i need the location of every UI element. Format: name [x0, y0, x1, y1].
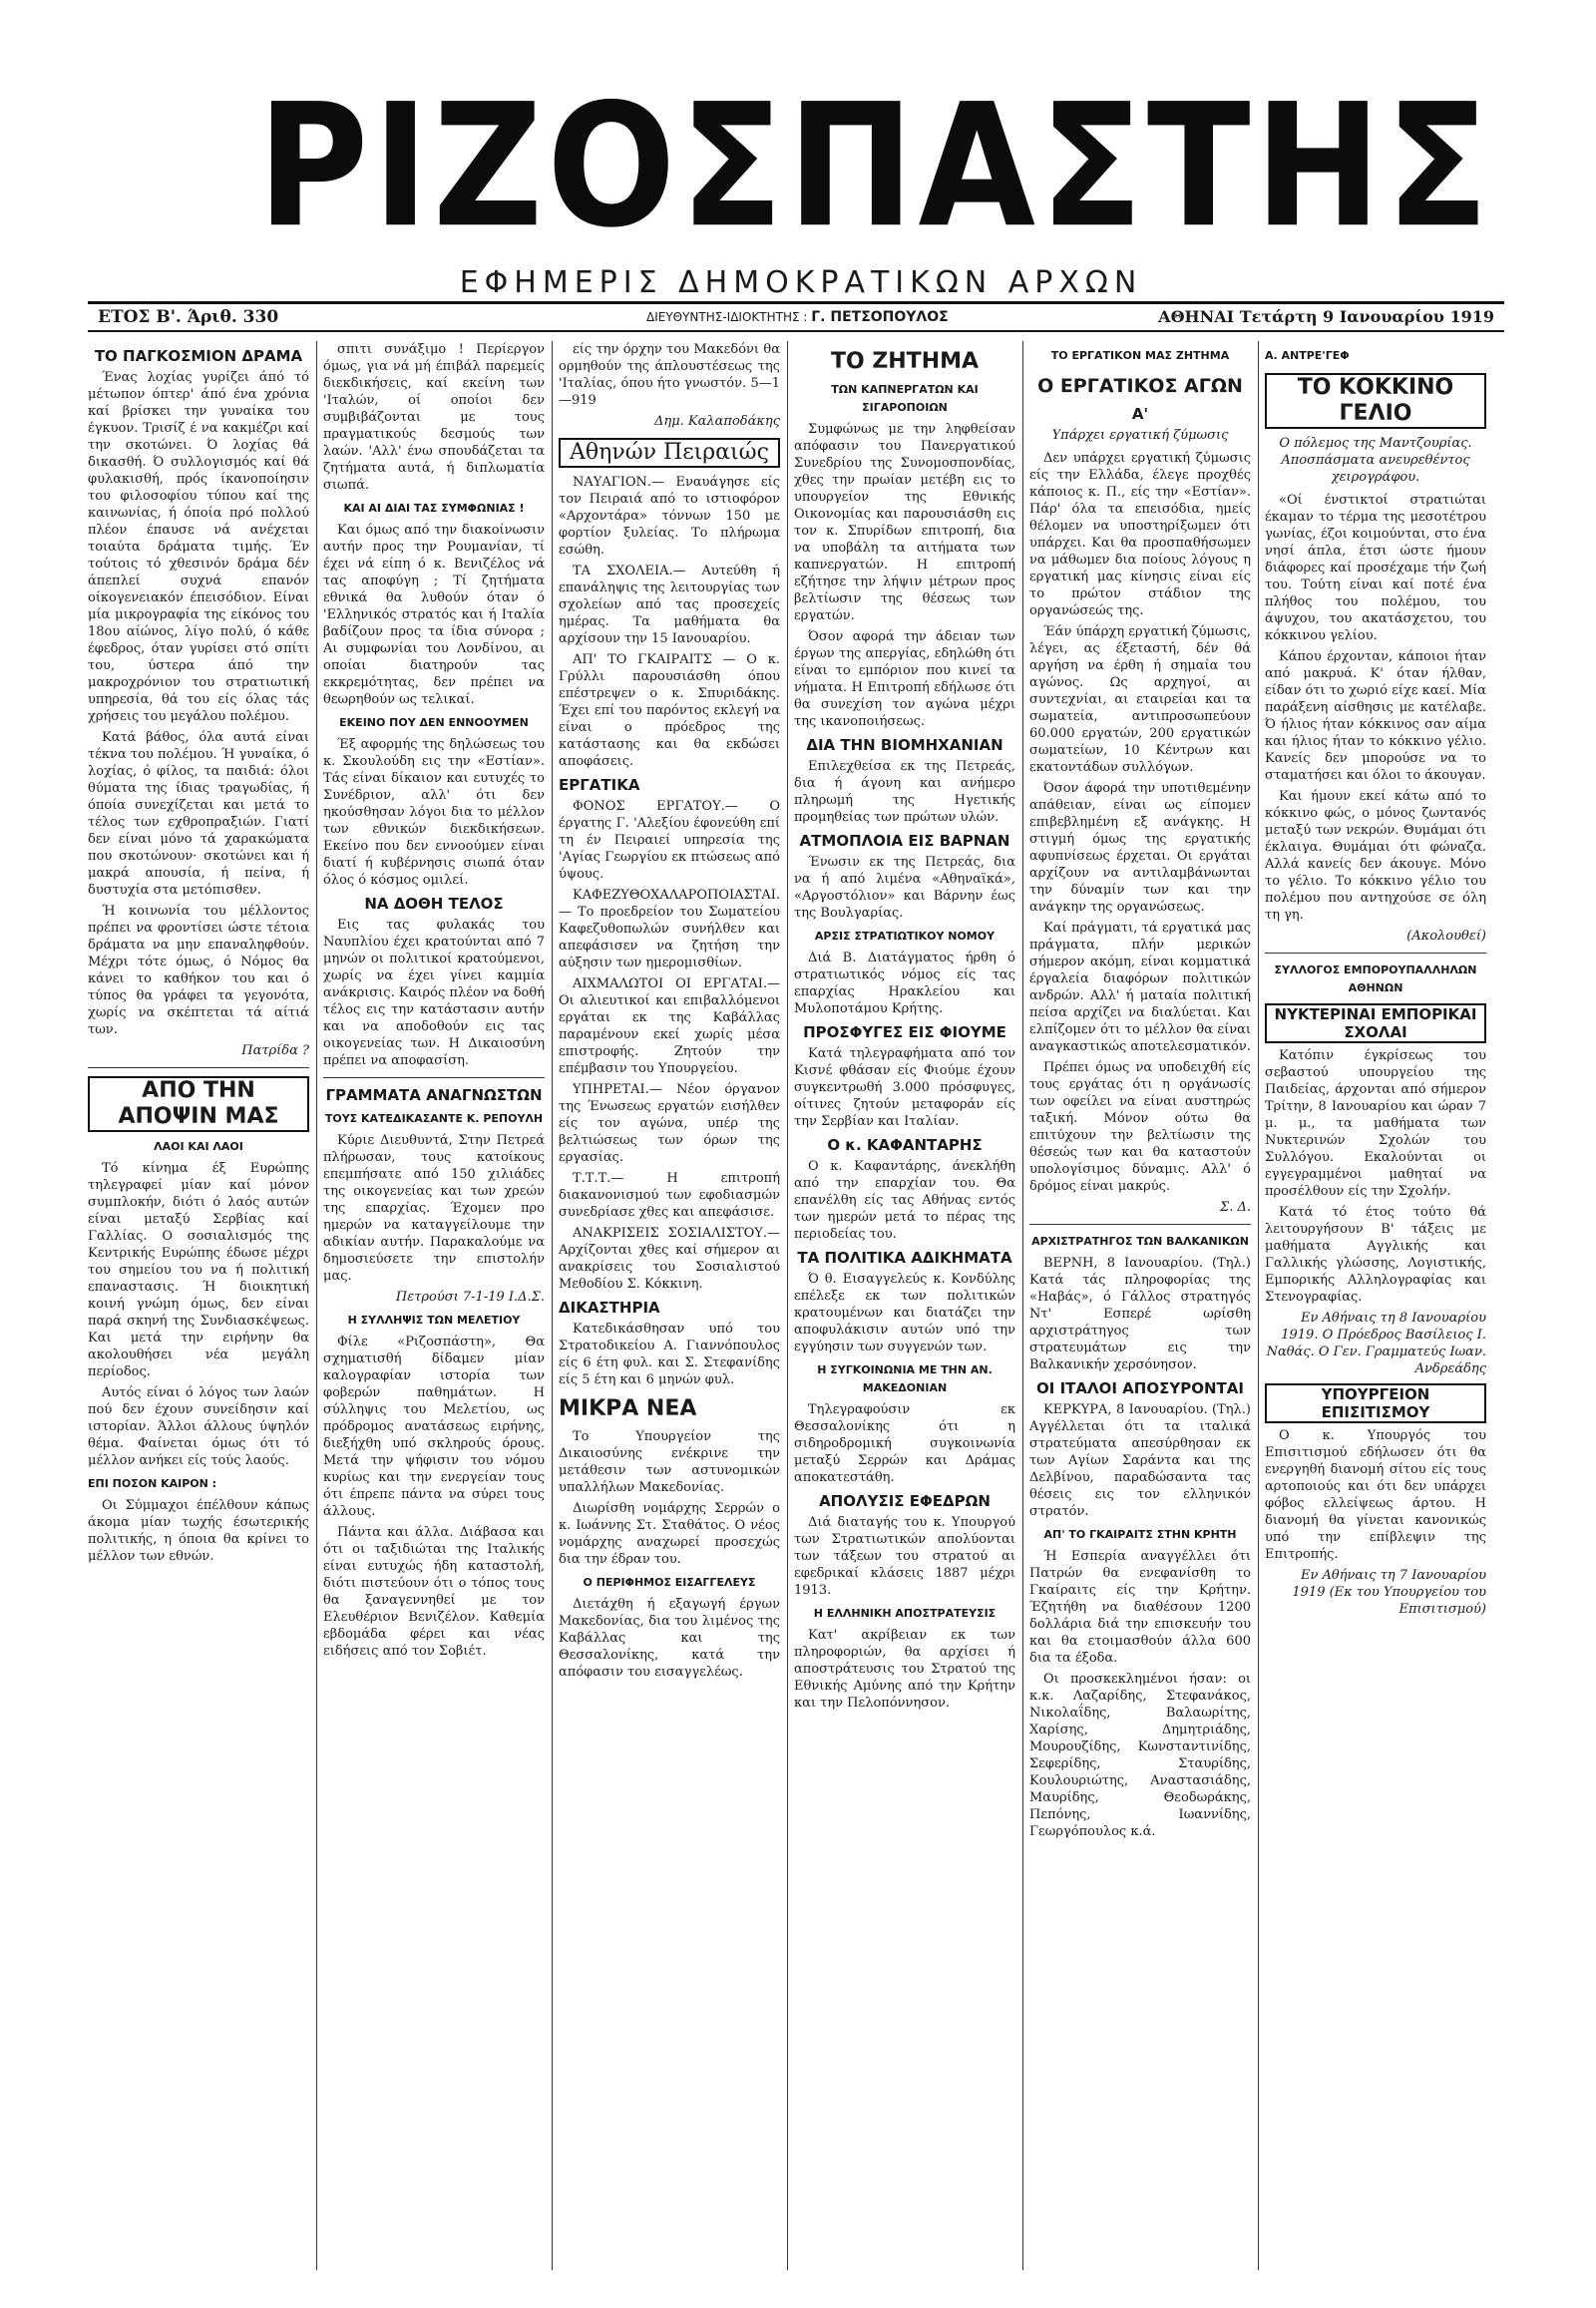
- article-headline: ΟΙ ΙΤΑΛΟΙ ΑΠΟΣΥΡΟΝΤΑΙ: [1036, 1379, 1244, 1397]
- issue-date: ΑΘΗΝΑΙ Τετάρτη 9 Ιανουαρίου 1919: [1158, 307, 1494, 326]
- article-text: Κατά τηλεγραφήματα από τον Κισνέ φθάσαν είς Φιούμε έχουν συγκεντρωθή 3.000 πρόσφυγες, οίτινες ζητούν μεταφοράν είς την Σερβίαν και Ιταλίαν.: [794, 1046, 1015, 1129]
- article-text: σπιτι συνάξιμο ! Περίεργον όμως, για νά μή έπιβάλ παρεμείς διεκδικήσεις, καί εκείνη των 'Ιταλών, οί οποίοι δεν συμβιβάζονται με τους πραγματικούς δεσμούς των λαών. 'Αλλ' ένω σπουδάζεται τα ζητήματα αυτά, ή διπλωματία σιωπά.: [323, 342, 545, 493]
- article-text: ΒΕΡΝΗ, 8 Ιανουαρίου. (Τηλ.) Κατά τάς πληροφορίας της «Ηαβάς», ό Γάλλος στρατηγός Ντ' Εσπερέ ωρίσθη αρχιστράτηγος των στρατευμάτων εις την Βαλκανικήν χερσόνησον.: [1029, 1256, 1251, 1372]
- section-headline: ΜΙΚΡΑ ΝΕΑ: [559, 1396, 697, 1421]
- section-headline: Ο ΕΡΓΑΤΙΚΟΣ ΑΓΩΝ: [1037, 375, 1243, 397]
- article-text: ΝΑΥΑΓΙΟΝ.— Εναυάγησε είς τον Πειραιά από το ιστιοφόρον «Αρχοντάρα» τόννων 150 με φορτίον ξυλείας. Το πλήρωμα εσώθη.: [559, 475, 780, 558]
- article-text: Διά διαταγής του κ. Υπουργού των Στρατιωτικών απολύονται των τάξεων του στρατού αι εφεδρικαί κλάσεις 1887 μέχρι 1913.: [794, 1515, 1015, 1598]
- article-kicker: ΣΥΛΛΟΓΟΣ ΕΜΠΟΡΟΥΠΑΛΛΗΛΩΝ ΑΘΗΝΩΝ: [1274, 963, 1477, 994]
- column-1: [88, 341, 309, 2270]
- section-headline: Αθηνών Πειραιώς: [559, 438, 780, 468]
- article-headline: ΑΡΧΙΣΤΡΑΤΗΓΟΣ ΤΩΝ ΒΑΛΚΑΝΙΚΩΝ: [1031, 1235, 1249, 1248]
- section-headline: ΤΟ ΖΗΤΗΜΑ: [830, 349, 980, 374]
- article-text: Τηλεγραφούσιν εκ Θεσσαλονίκης ότι η σιδηροδρομική συγκοινωνία μεταξύ Σερρών και Δράμας αποκατεστάθη.: [794, 1402, 1015, 1485]
- article-text: Ό θ. Εισαγγελεύς κ. Κονδύλης επέλεξε εκ των πολιτικών κρατουμένων και διατάζει την αποφυλάκισιν αυτών υπό την εγγύησιν των συγγενών των.: [794, 1272, 1015, 1354]
- article-headline: Η ΣΥΛΛΗΨΙΣ ΤΩΝ ΜΕΛΕΤΙΟΥ: [347, 1314, 521, 1327]
- signature: Δημ. Καλαποδάκης: [654, 414, 780, 429]
- newspaper-page: [18, 14, 1576, 2294]
- article-headline: Η ΣΥΓΚΟΙΝΩΝΙΑ ΜΕ ΤΗΝ ΑΝ. ΜΑΚΕΔΟΝΙΑΝ: [817, 1363, 993, 1394]
- article-headline: ΤΟ ΠΑΓΚΟΣΜΙΟΝ ΔΡΑΜΑ: [94, 347, 303, 365]
- article-text: Διετάχθη ή εξαγωγή έργων Μακεδονίας, δια του λιμένος της Καβάλλας και της Θεσσαλονίκης, κατά την απόφασιν του εισαγγελέως.: [559, 1597, 780, 1680]
- article-text: Κατ' ακρίβειαν εκ των πληροφοριών, θα αρχίσει ή αποστράτευσις του Στρατού της Εθνικής Αμύνης από την Κρήτην και την Πελοπόννησον.: [794, 1628, 1015, 1711]
- signature: Πατρίδα ?: [241, 1043, 309, 1058]
- article-text: Κατεδικάσθησαν υπό του Στρατοδικείου Α. Γιαννόπουλος είς 6 έτη φυλ. και Σ. Στεφανίδης είς 5 έτη και 6 μηνών φυλ.: [559, 1322, 780, 1387]
- article-text: Ένωσιν εκ της Πετρεάς, δια να ή από λιμένα «Αθηναϊκά», «Αργοστόλιον» και Βάρνην έως της Βουλγαρίας.: [794, 855, 1015, 921]
- article-text: είς την όρχην του Μακεδόνι θα ορμηθούν της άπλουστέσεως της 'Ιταλίας, όπου ήτο γνωστόν. 5—1—919: [559, 342, 780, 408]
- article-headline: ΚΑΙ ΑΙ ΔΙΑΙ ΤΑΣ ΣΥΜΦΩΝΙΑΣ !: [343, 502, 525, 515]
- article-text: Επιλεχθείσα εκ της Πετρεάς, δια ή άγονη και ανήμερο πληρωμή της Ηγετικής προμηθείας των πρώτων υλών.: [794, 759, 1015, 825]
- article-headline: ΑΤΜΟΠΛΟΙΑ ΕΙΣ ΒΑΡΝΑΝ: [799, 832, 1010, 850]
- article-text: Ή κοινωνία του μέλλοντος πρέπει να φροντίσει ώστε τέτοια δράματα να μην επαναληφθούν. Μέχρι τότε όμως, ό Νόμος θα κάνει το καθήκον του και ό τύπος θα γράφει τα γεγονότα, χωρίς να σκέπτεται τά αίτιά των.: [88, 904, 309, 1037]
- column-5: [1029, 341, 1251, 2270]
- signature: Εν Αθήναις τη 7 Ιανουαρίου 1919 (Εκ του Υπουργείου του Επισιτισμού): [1292, 1568, 1486, 1617]
- article-text: ΑΝΑΚΡΙΣΕΙΣ ΣΟΣΙΑΛΙΣΤΟΥ.— Αρχίζονται χθες καί σήμερον αι ανακρίσεις του Σοσιαλιστού Μεθοδίου Σ. Κόκκινη.: [559, 1226, 780, 1292]
- article-headline: ΑΡΣΙΣ ΣΤΡΑΤΙΩΤΙΚΟΥ ΝΟΜΟΥ: [814, 930, 996, 943]
- article-text: Πρέπει όμως να υποδειχθή είς τους εργάτας ότι η οργάνωσίς των οφείλει να είναι αυστηρώς ταξική. Μόνον ούτω θα επιτύχουν την βελτίωσιν της θέσεώς των και θα καταστούν υπολογίσιμος δύναμις. Αλλ' ό δρόμος είναι μακρύς.: [1029, 1060, 1251, 1194]
- section-headline: ΑΠΟ ΤΗΝ ΑΠΟΨΙΝ ΜΑΣ: [88, 1076, 309, 1132]
- article-headline: ΥΠΟΥΡΓΕΙΟΝ ΕΠΙΣΙΤΙΣΜΟΥ: [1265, 1383, 1486, 1423]
- article-text: Συμφώνως με την ληφθείσαν απόφασιν του Πανεργατικού Συνεδρίου της Συνομοσπονδίας, χθες την πρωίαν μετέβη εις το υπουργείον της Εθνικής Οικονομίας και παρουσιάσθη εις τον κ. Σπυρίδων επιτροπή, δια να υποβάλη τα αιτήματα των καπνεργατών. Η επιτροπή εζήτησε την λήψιν μέτρων προς βελτίωσιν της θέσεως των εργατών.: [794, 422, 1015, 623]
- article-text: Αυτός είναι ό λόγος των λαών πού δεν έχουν συνείδησιν καί ιστορίαν. Άλλοι άλλους ύψηλόν θέμα. Φαίνεται όμως ότι τό μέλλον ανήκει είς τούς λαούς.: [88, 1385, 309, 1468]
- signature: Πετρούσι 7-1-19 Ι.Δ.Σ.: [395, 1290, 545, 1305]
- signature: (Ακολουθεί): [1406, 929, 1486, 944]
- article-headline: ΑΠ' ΤΟ ΓΚΑΙΡΑΙΤΣ ΣΤΗΝ ΚΡΗΤΗ: [1043, 1528, 1237, 1541]
- article-headline: ΤΑ ΠΟΛΙΤΙΚΑ ΑΔΙΚΗΜΑΤΑ: [797, 1249, 1012, 1267]
- column-2: [323, 341, 545, 2270]
- article-text: Έξ αφορμής της δηλώσεως του κ. Σκουλούδη εις την «Εστίαν». Τάς είναι δίκαιον και ευτυχές το Συνέδριον, αλλ' ότι δεν ηκούσθησαν λόγοι δια το μέλλον των εθνικών διεκδικήσεων. Εκείνο που δεν εννοούμεν είναι διατί ή κυβέρνησις σιωπά όταν όλος ό κόσμος ομιλεί.: [323, 737, 545, 888]
- article-headline: ΤΟΥΣ ΚΑΤΕΔΙΚΑΣΑΝΤΕ Κ. ΡΕΠΟΥΛΗ: [324, 1112, 544, 1125]
- section-headline: ΤΟ ΚΟΚΚΙΝΟ ΓΕΛΙΟ: [1265, 373, 1486, 429]
- article-headline: ΝΥΚΤΕΡΙΝΑΙ ΕΜΠΟΡΙΚΑΙ ΣΧΟΛΑΙ: [1265, 1003, 1486, 1043]
- section-headline: ΔΙΚΑΣΤΗΡΙΑ: [559, 1299, 660, 1317]
- article-text: Ένας λοχίας γυρίζει άπό τό μέτωπον όπτερ' άπό ένα χρόνια καί βρίσκει την γυναίκα του έγκυον. Τρισίζ έ να κακμέζρι καί την σκοτώνει. Ό λοχίας θά δικασθή. Ό συλλογισμός καί θά φυλακισθή, πρός ίκανοποίησιν του φιλοσοφίου τύπου καί της καινωνίας, ή όποία πρό πολλού πλέον έπαυσε νά ανέχεται τοιαύτα δράματα τιμής. Έν τούτοις τό χθεσινόν δράμα δέν άπεπλεί συχνά επανόν οίκογενειακόν έπεισόδιον. Είναι μία μικρογραφία της είκόνος του 18ου αίώνος, λίγο πολύ, ό κάθε έφεδρος, όταν γυρίσει στό σπίτι του, ύστερα άπό την μακροχρόνιον του στρατιωτική υπηρεσία, θά του είς όλας τάς χρήσεις του μεγάλου πολέμου.: [88, 370, 309, 724]
- article-text: Κατόπιν έγκρίσεως του σεβαστού υπουργείου της Παιδείας, άρχονται από σήμερον Τρίτην, 8 Ιανουαρίου και ώραν 7 μ. μ., τα μαθήματα των Νυκτερινών Σχολών του Συλλόγου. Εκαλούνται οι εγγεγραμμένοι μαθηταί να προσέλθουν είς την Σχολήν.: [1265, 1048, 1486, 1199]
- newspaper-title: ΡΙΖΟΣΠΑΣΤΗΣ: [257, 67, 1493, 265]
- article-part: Α': [1131, 405, 1149, 423]
- article-text: Φίλε «Ριζοσπάστη», Θα σχηματισθή δίδαμεν μίαν καλογραφίαν ιστορία των φοβερών παθημάτων. Η σύλληψις του Μελετίου, ως πρόδρομος ανατάσεως ειρήνης, διεξήχθη υπό σκληρούς όρους. Μετά την ψήφισιν του νόμου κυρίως και την ενεργείαν τους ότι έπρεπε πάντα να σύρει τους άλλους.: [323, 1335, 545, 1519]
- article-text: Ή Εσπερία αναγγέλλει ότι Πατρών θα ενεφανίσθη το Γκαίραιτς είς την Κρήτην. Έζητήθη να διαθέσουν 1200 δολλάρια διά την επισκευήν του και θα ετοιμασθούν άλλα 600 δια τα έξοδα.: [1029, 1549, 1251, 1666]
- article-text: ΦΟΝΟΣ ΕΡΓΑΤΟΥ.— Ο έργατης Γ. 'Αλεξίου έφονεύθη επί τη έν Πειραιεί υπηρεσία της 'Αγίας Γεωργίου εκ πτώσεως από ύψους.: [559, 799, 780, 882]
- article-text: Ο κ. Υπουργός του Επισιτισμού εδήλωσεν ότι θα ενεργηθή διανομή σίτου είς τους αρτοποιούς και ότι δεν υπάρχει φόβος ελλείψεως άρτου. Η διανομή θα γίνεται κανονικώς υπό την επίβλεψιν της Επιτροπής.: [1265, 1428, 1486, 1562]
- dateline: [88, 301, 1504, 332]
- article-subheadline: ΤΩΝ ΚΑΠΝΕΡΓΑΤΩΝ ΚΑΙ ΣΙΓΑΡΟΠΟΙΩΝ: [831, 383, 979, 414]
- article-subheadline: Ο πόλεμος της Μαντζουρίας. Αποσπάσματα ανευρεθέντος χειρογράφου.: [1279, 436, 1472, 485]
- author-byline: Α. ΑΝΤΡΕ'ΓΕΦ: [1265, 349, 1350, 362]
- issue-number: ΕΤΟΣ Β'. Άριθ. 330: [98, 307, 279, 327]
- article-headline: Ο κ. ΚΑΦΑΝΤΑΡΗΣ: [827, 1136, 983, 1154]
- article-subheadline: Υπάρχει εργατική ζύμωσις: [1051, 428, 1229, 443]
- article-text: ΚΑΦΕΖΥΘΟΧΑΛΑΡΟΠΟΙΑΣΤΑΙ.— Το προεδρείον του Σωματείου Καφεζυθοπωλών συνήλθεν και απεφάσισεν να ζητήση την αύξησιν των ημερομισθίων.: [559, 888, 780, 970]
- masthead: [18, 34, 1576, 300]
- article-text: Και ήμουν εκεί κάτω από το κόκκινο φώς, ο μόνος ζωντανός μεταξύ των νεκρών. Θυμάμαι ότι έκλαιγα. Θυμάμαι ότι φώναζα. Αλλά κανείς δεν άκουγε. Μόνο το γέλιο. Το κόκκινο γέλιο του πολέμου που αντηχούσε σε όλη τη γη.: [1265, 789, 1486, 923]
- article-text: Κατά τό έτος τούτο θά λειτουργήσουν Β' τάξεις με μαθήματα Αγγλικής και Γαλλικής γλώσσης, Λογιστικής, Εμπορικής Αλληλογραφίας και Στενογραφίας.: [1265, 1205, 1486, 1305]
- article-text: Κάπου έρχονταν, κάποιοι ήταν από μακρυά. Κ' όταν ήλθαν, είδαν ότι το χωριό είχε καεί. Μία παράξενη αίσθησις με κατέλαβε. Ό ήλιος ήταν κόκκινος σαν αίμα και ήλιος ήταν το κόκκινο γέλιο. Κανείς δεν μπορούσε να το σταματήσει και όλοι το άκουγαν.: [1265, 649, 1486, 783]
- editor-line: ΔΙΕΥΘΥΝΤΗΣ-ΙΔΙΟΚΤΗΤΗΣ : Γ. ΠΕΤΣΟΠΟΥΛΟΣ: [646, 309, 949, 325]
- article-text: Έάν ύπάρχη εργατική ζύμωσις, λέγει, ας έξεταστή, δέν θά αργήση να έρθη ή σημαία του αγώνος. Ως αρχηγοί, αι συντεχνίαι, αι εταιρείαι και τα σωματεία, αντιπροσωπεύουν 60.000 εργατών, 200 εργατικών σωματείων, 10 Κέντρων και εκατοντάδων συλλόγων.: [1029, 624, 1251, 775]
- article-text: Και όμως από την διακοίνωσιν αυτήν προς την Ρουμανίαν, τί έχει νά είπη ό κ. Βενιζέλος νά τας αποφύγη ; Τί ζητήματα εθνικά θα λυθούν όταν ό 'Ελληνικός στρατός και ή Ιταλία βαδίζουν προς τα ίδια σύνορα ; Αι συμφωνίαι του Λονδίνου, αι οποίαι διατηρούν τας εκκρεμότητας, δεν πρέπει να θεωρηθούν ως τελικαί.: [323, 523, 545, 707]
- article-text: ΑΠ' ΤΟ ΓΚΑΙΡΑΙΤΣ — Ο κ. Γρύλλι παρουσιάσθη όπου επέστρεψεν ο κ. Σπυριδάκης. Έχει επί του παρόντος εκλεγή να είναι ο πρόεδρος της κατάστασης και θα εκδώσει αποφάσεις.: [559, 652, 780, 769]
- article-text: ΑΙΧΜΑΛΩΤΟΙ ΟΙ ΕΡΓΑΤΑΙ.— Οι αλιευτικοί και επιβαλλόμενοι εργάται εκ της Καβάλλας παραμένουν εκεί χωρίς μέσα επιστροφής. Ζητούν την επέμβασιν του Υπουργείου.: [559, 976, 780, 1076]
- article-text: Διωρίσθη νομάρχης Σερρών ο κ. Ιωάννης Στ. Σταθάτος. Ο νέος νομάρχης αναχωρεί προσεχώς δια την έδραν του.: [559, 1501, 780, 1567]
- article-text: Όσον αφορά την άδειαν των έργων της απεργίας, εδηλώθη ότι είναι το εμπόριον που κινεί τα νήματα. Η Επιτροπή εδήλωσε ότι θα συνεχίση τον αγώνα μέχρι της ικανοποιήσεως.: [794, 629, 1015, 729]
- signature: Εν Αθήναις τη 8 Ιανουαρίου 1919. Ο Πρόεδρος Βασίλειος Ι. Ναθάς. Ο Γεν. Γραμματεύς Ιωαν. Ανδρεάδης: [1266, 1311, 1486, 1376]
- column-3: [559, 341, 780, 2270]
- article-headline: ΕΠΙ ΠΟΣΟΝ ΚΑΙΡΟΝ :: [88, 1477, 217, 1490]
- article-text: ΚΕΡΚΥΡΑ, 8 Ιανουαρίου. (Τηλ.) Αγγέλλεται ότι τα ιταλικά στρατεύματα απεσύρθησαν εκ των Αγίων Σαράντα και της Δελβίνου, παραδώσαντα τας θέσεις εις τον ελληνικόν στρατόν.: [1029, 1402, 1251, 1519]
- article-text: ΤΑ ΣΧΟΛΕΙΑ.— Αυτεύθη ή επανάληψις της λειτουργίας των σχολείων από τας προσεχείς ημέρας. Τα μαθήματα θα αρχίσουν την 15 Ιανουαρίου.: [559, 564, 780, 646]
- column-6: [1265, 341, 1486, 2270]
- article-headline: ΠΡΟΣΦΥΓΕΣ ΕΙΣ ΦΙΟΥΜΕ: [803, 1023, 1006, 1041]
- article-text: «Οί ένστικτοί στρατιώται έκαμαν το τέρμα της μεσοτέτρου γωνίας, έζοι κοιμούνται, στο ένα νησί άπλα, έτσι ώστε ήμουν διάφορες καί προσέχαμε τήν ζωή του. Τούτη είναι καί ποτέ ένα πλήθος του πολέμου, του άψυχου, του ακατάσχετου, του κόκκινου γελίου.: [1265, 493, 1486, 643]
- article-headline: ΛΑΟΙ ΚΑΙ ΛΑΟΙ: [154, 1140, 243, 1153]
- article-text: Δεν υπάρχει εργατική ζύμωσις είς την Ελλάδα, έλεγε προχθές κάποιος κ. Π., είς την «Εστίαν». Πάρ' όλα τα επεισόδια, ημείς θέλομεν να υποστηρίξωμεν ότι υπάρχει. Και θα προσπαθήσωμεν να μάθωμεν δια ποίους λόγους η εργατική μας κίνησις είναι είς το πρώτον στάδιον της οργανώσεώς της.: [1029, 451, 1251, 618]
- article-text: Πάντα και άλλα. Διάβασα και ότι οι ταξιδιώται της Ιταλικής είναι ευτυχώς ήδη καταστολή, διότι πιστεύουν ότι ο τόπος τους θα ξαναγεννηθεί με τον Ελευθέριον Βενιζέλον. Καθεμία εβδομάδα φέρει και νέας ειδήσεις από τον Σοβιέτ.: [323, 1525, 545, 1659]
- article-text: Εις τας φυλακάς του Ναυπλίου έχει κρατούνται από 7 μηνών οι πολιτικοί κρατούμενοι, χωρίς να έχει γίνει καμμία ανάκρισις. Καιρός πλέον να δοθή τέλος εις την κατάστασιν αυτήν και να αποδοθούν εις τας οικογενείας των. Η Δικαιοσύνη πρέπει να αποφασίση.: [323, 918, 545, 1068]
- article-text: ΥΠΗΡΕΤΑΙ.— Νέον όργανον της Ένωσεως εργατών εισήλθεν είς τον αγώνα, υπέρ της βελτιώσεως των όρων της εργασίας.: [559, 1082, 780, 1165]
- article-text: Διά Β. Διατάγματος ήρθη ό στρατιωτικός νόμος είς τας επαρχίας Ηρακλείου και Μυλοποτάμου Κρήτης.: [794, 951, 1015, 1016]
- article-text: Καί πράγματι, τά εργατικά μας πράγματα, πλήν μερικών σήμερον ακόμη, είναι κομματικά έργαλεία διαφόρων πολιτικών ανδρών. Αλλ' ή ματαία πολιτική πείσα αρχίζει να διαλύεται. Και ελπίζομεν ότι το μέλλον θα είναι αναγκαστικώς αποτελεσματικόν.: [1029, 921, 1251, 1054]
- article-text: Οι προσκεκλημένοι ήσαν: οι κ.κ. Λαζαρίδης, Στεφανάκος, Νικολαΐδης, Βαλαωρίτης, Χαρίσης, Δημητριάδης, Μουρουζίδης, Κωνσταντινίδης, Σεφερίδης, Σταυρίδης, Κουλουριώτης, Αναστασιάδης, Μαυρίδης, Θεοδωράκης, Πεπόνης, Ιωαννίδης, Γεωργόπουλος κ.ά.: [1029, 1672, 1251, 1839]
- article-text: Όσον άφορά την υποτιθεμένην απάθειαν, είναι ως είπομεν επιβεβλημένη εξ ανάγκης. Η στιγμή όμως της εργατικής αφυπνίσεως έρχεται. Οι εργάται αρχίζουν να αντιλαμβάνωνται την δύναμίν των και την ανάγκην της οργανώσεως.: [1029, 781, 1251, 915]
- signature: Σ. Δ.: [1220, 1200, 1251, 1215]
- section-headline: ΕΡΓΑΤΙΚΑ: [559, 776, 640, 794]
- article-headline: Η ΕΛΛΗΝΙΚΗ ΑΠΟΣΤΡΑΤΕΥΣΙΣ: [813, 1607, 997, 1620]
- newspaper-subtitle: ΕΦΗΜΕΡΙΣ ΔΗΜΟΚΡΑΤΙΚΩΝ ΑΡΧΩΝ: [459, 265, 1143, 300]
- article-text: Το Υπουργείον της Δικαιοσύνης ενέκρινε την μετάθεσιν των αστυνομικών υπαλλήλων Μακεδονίας.: [559, 1429, 780, 1495]
- section-kicker: ΤΟ ΕΡΓΑΤΙΚΟΝ ΜΑΣ ΖΗΤΗΜΑ: [1050, 349, 1230, 362]
- article-text: Ο κ. Καφαντάρης, άνεκλήθη από την επαρχίαν του. Θα επανέλθη είς τας Αθήνας εντός των ημερών μετά το πέρας της περιοδείας του.: [794, 1159, 1015, 1242]
- article-headline: ΝΑ ΔΟΘΗ ΤΕΛΟΣ: [364, 895, 504, 913]
- article-headline: ΔΙΑ ΤΗΝ ΒΙΟΜΗΧΑΝΙΑΝ: [806, 736, 1003, 754]
- article-headline: ΑΠΟΛΥΣΙΣ ΕΦΕΔΡΩΝ: [819, 1492, 991, 1510]
- article-text: Τό κίνημα έξ Ευρώπης τηλεγραφεί μίαν καί μόνον συμπλοκήν, διότι ό λαός αυτών είναι μεταξύ Σερβίας καί Γαλλίας. Ο σοσιαλισμός της Κεντρικής Ευρώπης έδωσε μέχρι του σημείου του να ή πολιτική επαναστασις. Ή διοικητική κοινή γνώμη όμως, δεν είναι παρά σκηνή της Συνδιασκέψεως. Και μετά την ειρήνην θα ακολουθήσει νέα μεγάλη περίοδος.: [88, 1161, 309, 1379]
- article-text: Κατά βάθος, όλα αυτά είναι τέκνα του πολέμου. Ή γυναίκα, ό λοχίας, ό φίλος, τα παιδιά: όλοι θύματα της ίδιας τραγωδίας, ή όποία συνεχίζεται και μετά το τέλος των εχθροπραξιών. Γιατί δεν είναι μόνο τά χαρακώματα που σκοτώνουν· σκοτώνει και ή μακρά απουσία, ή πείνα, ή δυστυχία στα μετόπισθεν.: [88, 730, 309, 898]
- article-text: Κύριε Διευθυντά, Στην Πετρεά πλήρωσαν, τους κατοίκους επεμπήσατε από 150 χιλιάδες της οικογενείας και των χρεών της επαρχίας. Έχομεν προ ημερών να καταγγείλουμε την αδικίαν αυτήν. Παρακαλούμε να δημοσιεύσετε την επιστολήν μας.: [323, 1133, 545, 1284]
- article-text: Οι Σύμμαχοι έπέλθουν κάπως άκομα μίαν τωχής έσωτερικής πολιτικής, η όποια θα κρίνει το μέλλον των εθνών.: [88, 1498, 309, 1564]
- article-text: Τ.Τ.Τ.— Η επιτροπή διακανονισμού των εφοδιασμών συνεδρίασε χθες και απεφάσισε.: [559, 1171, 780, 1220]
- section-headline: ΓΡΑΜΜΑΤΑ ΑΝΑΓΝΩΣΤΩΝ: [325, 1086, 543, 1104]
- article-headline: ΕΚΕΙΝΟ ΠΟΥ ΔΕΝ ΕΝΝΟΟΥΜΕΝ: [339, 716, 529, 729]
- column-4: [794, 341, 1015, 2270]
- article-headline: Ο ΠΕΡΙΦΗΜΟΣ ΕΙΣΑΓΓΕΛΕΥΣ: [583, 1576, 756, 1589]
